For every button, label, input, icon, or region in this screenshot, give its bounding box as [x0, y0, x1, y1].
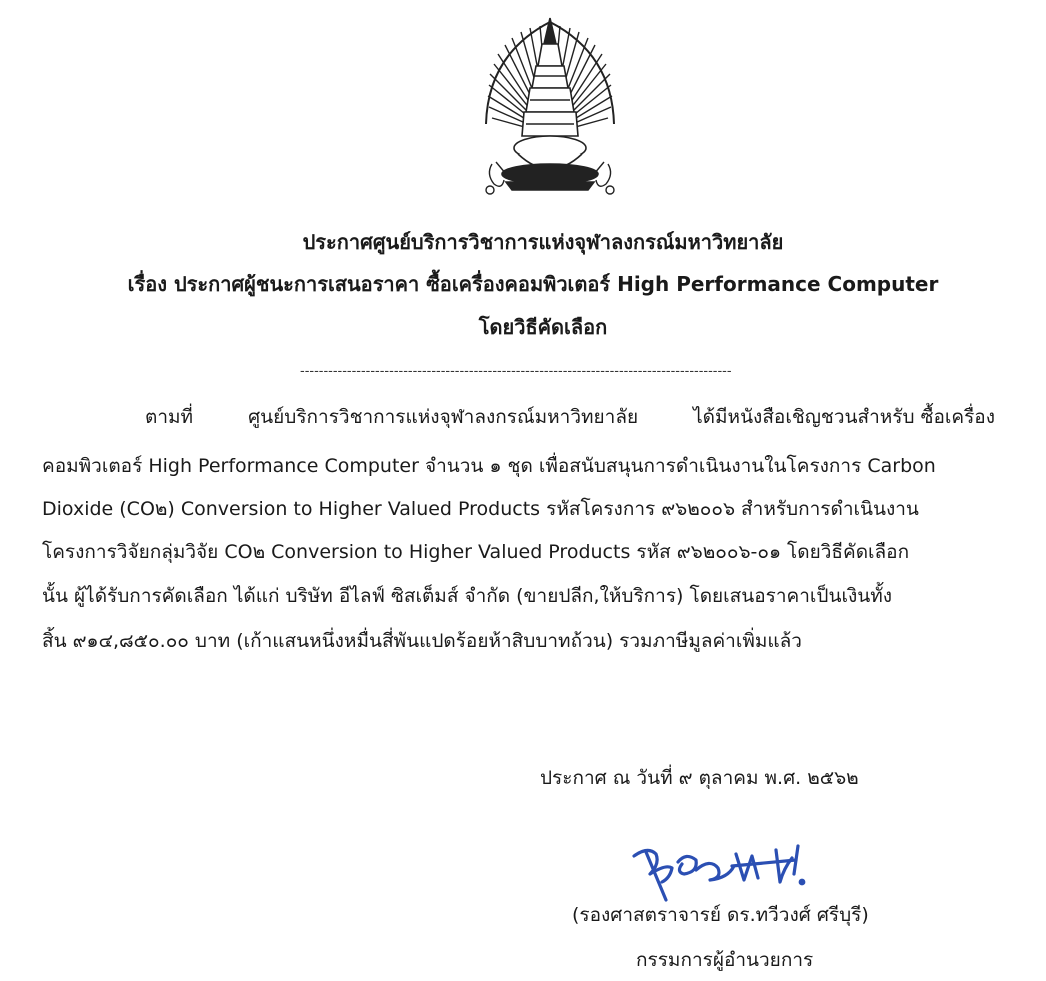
body-line-3: Dioxide (CO๒) Conversion to Higher Valued Products รหัสโครงการ ๙๖๒๐๐๖ สำหรับการดำเนินงาน — [42, 498, 919, 520]
issued-date: ประกาศ ณ วันที่ ๙ ตุลาคม พ.ศ. ๒๕๖๒ — [540, 767, 859, 789]
signature-icon — [626, 838, 846, 908]
signer-name: (รองศาสตราจารย์ ดร.ทวีวงศ์ ศรีบุรี) — [572, 904, 869, 926]
body-line-2: คอมพิวเตอร์ High Performance Computer จำนวน ๑ ชุด เพื่อสนับสนุนการดำเนินงานในโครงการ Carbon — [42, 455, 936, 477]
heading-method: โดยวิธีคัดเลือก — [478, 315, 608, 339]
body-line-5: นั้น ผู้ได้รับการคัดเลือก ได้แก่ บริษัท อีไลฟ์ ซิสเต็มส์ จำกัด (ขายปลีก,ให้บริการ) โดยเสนอราคาเป็นเงินทั้ง — [42, 585, 893, 607]
body-line-1-part-1: ตามที่ — [145, 406, 194, 428]
heading-subject: เรื่อง ประกาศผู้ชนะการเสนอราคา ซื้อเครื่องคอมพิวเตอร์ High Performance Computer — [127, 272, 939, 296]
university-emblem-icon — [478, 14, 622, 204]
separator-line: -------------------------------------------------------------------------------------------- — [300, 365, 732, 379]
body-line-1-part-3: ได้มีหนังสือเชิญชวนสำหรับ ซื้อเครื่อง — [693, 406, 995, 428]
signer-title: กรรมการผู้อำนวยการ — [636, 949, 814, 971]
body-line-6: สิ้น ๙๑๔,๘๕๐.๐๐ บาท (เก้าแสนหนึ่งหมื่นสี่พันแปดร้อยห้าสิบบาทถ้วน) รวมภาษีมูลค่าเพิ่มแล้ว — [42, 630, 802, 652]
heading-announcement-title: ประกาศศูนย์บริการวิชาการแห่งจุฬาลงกรณ์มหาวิทยาลัย — [302, 230, 784, 254]
body-line-4: โครงการวิจัยกลุ่มวิจัย CO๒ Conversion to Higher Valued Products รหัส ๙๖๒๐๐๖-๐๑ โดยวิธีคัดเลือก — [42, 541, 910, 563]
body-line-1-part-2: ศูนย์บริการวิชาการแห่งจุฬาลงกรณ์มหาวิทยาลัย — [248, 406, 639, 428]
body-line-1 — [145, 405, 995, 429]
